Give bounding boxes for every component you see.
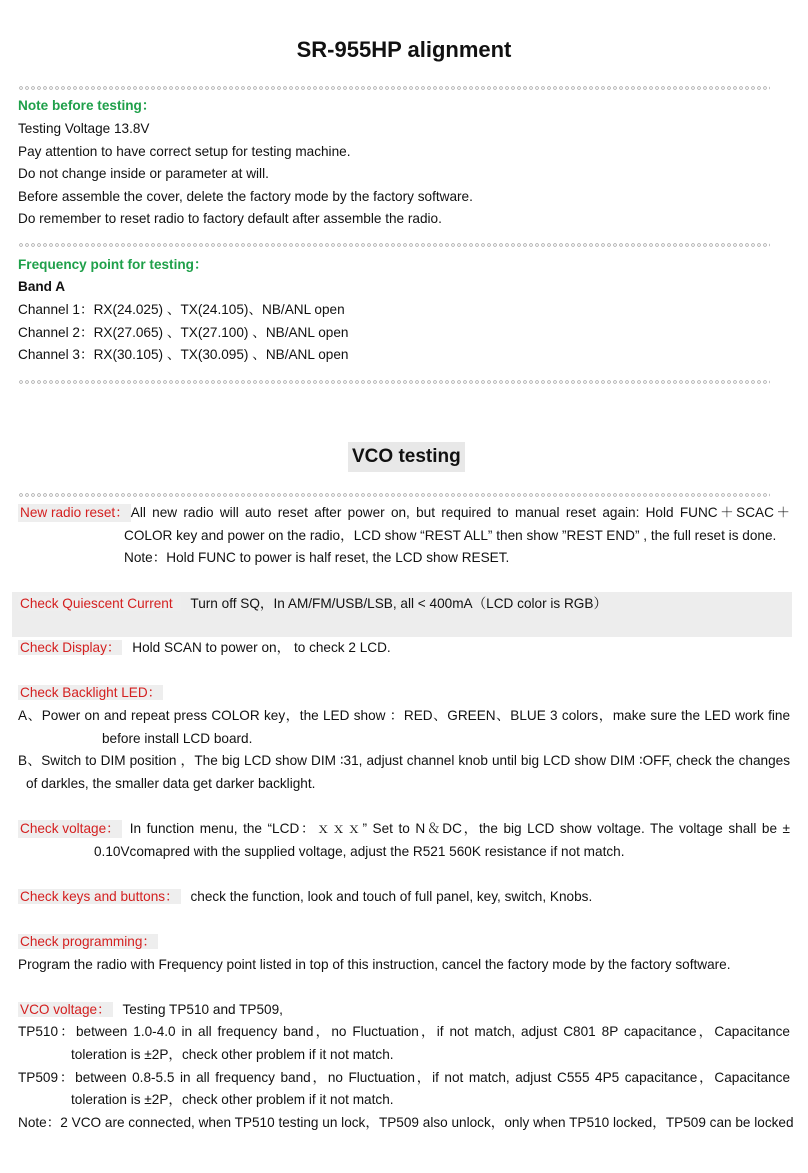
note-line: Do not change inside or parameter at will. xyxy=(18,166,269,181)
reset-line: All new radio will auto reset after power on, but required to manual reset again: Hold FUNC＋SCAC＋ xyxy=(130,505,790,520)
quiescent-text: Turn off SQ，In AM/FM/USB/LSB, all < 400mA（LCD color is RGB） xyxy=(190,596,608,611)
voltage-row xyxy=(18,820,790,838)
dotted-divider xyxy=(18,379,770,385)
display-label: Check Display： xyxy=(20,640,121,655)
tp510-line-cont: toleration is ±2P，check other problem if it not match. xyxy=(71,1047,394,1062)
freq-heading: Frequency point for testing： xyxy=(18,257,208,272)
dotted-divider xyxy=(18,492,770,498)
reset-line: COLOR key and power on the radio，LCD show “REST ALL” then show ”REST END” , the full reset is done. xyxy=(124,528,777,543)
quiescent-label: Check Quiescent Current xyxy=(18,596,181,611)
dotted-divider xyxy=(18,242,770,248)
backlight-label: Check Backlight LED： xyxy=(20,685,162,700)
note-line: Pay attention to have correct setup for testing machine. xyxy=(18,144,351,159)
page-title: SR-955HP alignment xyxy=(296,37,512,62)
keys-row xyxy=(18,888,592,906)
channel-line: Channel 1：RX(24.025) 、TX(24.105)、NB/ANL open xyxy=(18,302,345,317)
voltage-label: Check voltage： xyxy=(20,821,120,836)
vco-note: Note：2 VCO are connected, when TP510 testing un lock，TP509 also unlock，only when TP510 locked，TP509 can be locked xyxy=(18,1115,794,1130)
tp509-line-cont: toleration is ±2P，check other problem if it not match. xyxy=(71,1092,394,1107)
programming-text: Program the radio with Frequency point listed in top of this instruction, cancel the factory mode by the factory software. xyxy=(18,957,731,972)
note-line: Do remember to reset radio to factory default after assemble the radio. xyxy=(18,211,442,226)
backlight-step-a: A、Power on and repeat press COLOR key，the LED show ：RED、GREEN、BLUE 3 colors，make sure the LED work fine xyxy=(18,708,790,723)
programming-row xyxy=(18,933,158,951)
keys-label: Check keys and buttons： xyxy=(20,889,179,904)
quiescent-row xyxy=(18,595,607,613)
reset-row xyxy=(18,504,790,522)
dotted-divider xyxy=(18,85,770,91)
vco-voltage-label: VCO voltage： xyxy=(20,1002,111,1017)
note-heading: Note before testing： xyxy=(18,98,156,113)
backlight-step-a-cont: before install LCD board. xyxy=(102,731,253,746)
band-label: Band A xyxy=(18,279,66,294)
tp509-line: TP509：between 0.8-5.5 in all frequency band，no Fluctuation，if not match, adjust C555 4P5 capacitance，Capacitance xyxy=(18,1070,790,1085)
backlight-step-b: B、Switch to DIM position ，The big LCD show DIM ∶31, adjust channel knob until big LCD show DIM ∶OFF, check the changes xyxy=(18,753,790,768)
note-line: Testing Voltage 13.8V xyxy=(18,121,150,136)
note-line: Before assemble the cover, delete the factory mode by the factory software. xyxy=(18,189,473,204)
vco-voltage-row xyxy=(18,1001,283,1019)
keys-text: check the function, look and touch of full panel, key, switch, Knobs. xyxy=(190,889,593,904)
vco-voltage-text: Testing TP510 and TP509, xyxy=(122,1002,283,1017)
tp510-line: TP510：between 1.0-4.0 in all frequency band，no Fluctuation，if not match, adjust C801 8P capacitance，Capacitance xyxy=(18,1024,790,1039)
vco-section-title: VCO testing xyxy=(348,442,465,472)
display-text: Hold SCAN to power on， to check 2 LCD. xyxy=(132,640,391,655)
programming-label: Check programming： xyxy=(20,934,156,949)
reset-label: New radio reset： xyxy=(20,505,129,520)
reset-note: Note：Hold FUNC to power is half reset, the LCD show RESET. xyxy=(124,550,510,565)
voltage-line-cont: 0.10Vcomapred with the supplied voltage, adjust the R521 560K resistance if not match. xyxy=(94,844,625,859)
channel-line: Channel 2：RX(27.065) 、TX(27.100) 、NB/ANL open xyxy=(18,325,349,340)
voltage-line: In function menu, the “LCD：ｘｘｘ” Set to N＆DC，the big LCD show voltage. The voltage shall be ± xyxy=(129,821,790,836)
display-row xyxy=(18,639,391,657)
channel-line: Channel 3：RX(30.105) 、TX(30.095) 、NB/ANL open xyxy=(18,347,349,362)
backlight-step-b-cont: of darkles, the smaller data get darker backlight. xyxy=(26,776,316,791)
backlight-row xyxy=(18,684,163,702)
